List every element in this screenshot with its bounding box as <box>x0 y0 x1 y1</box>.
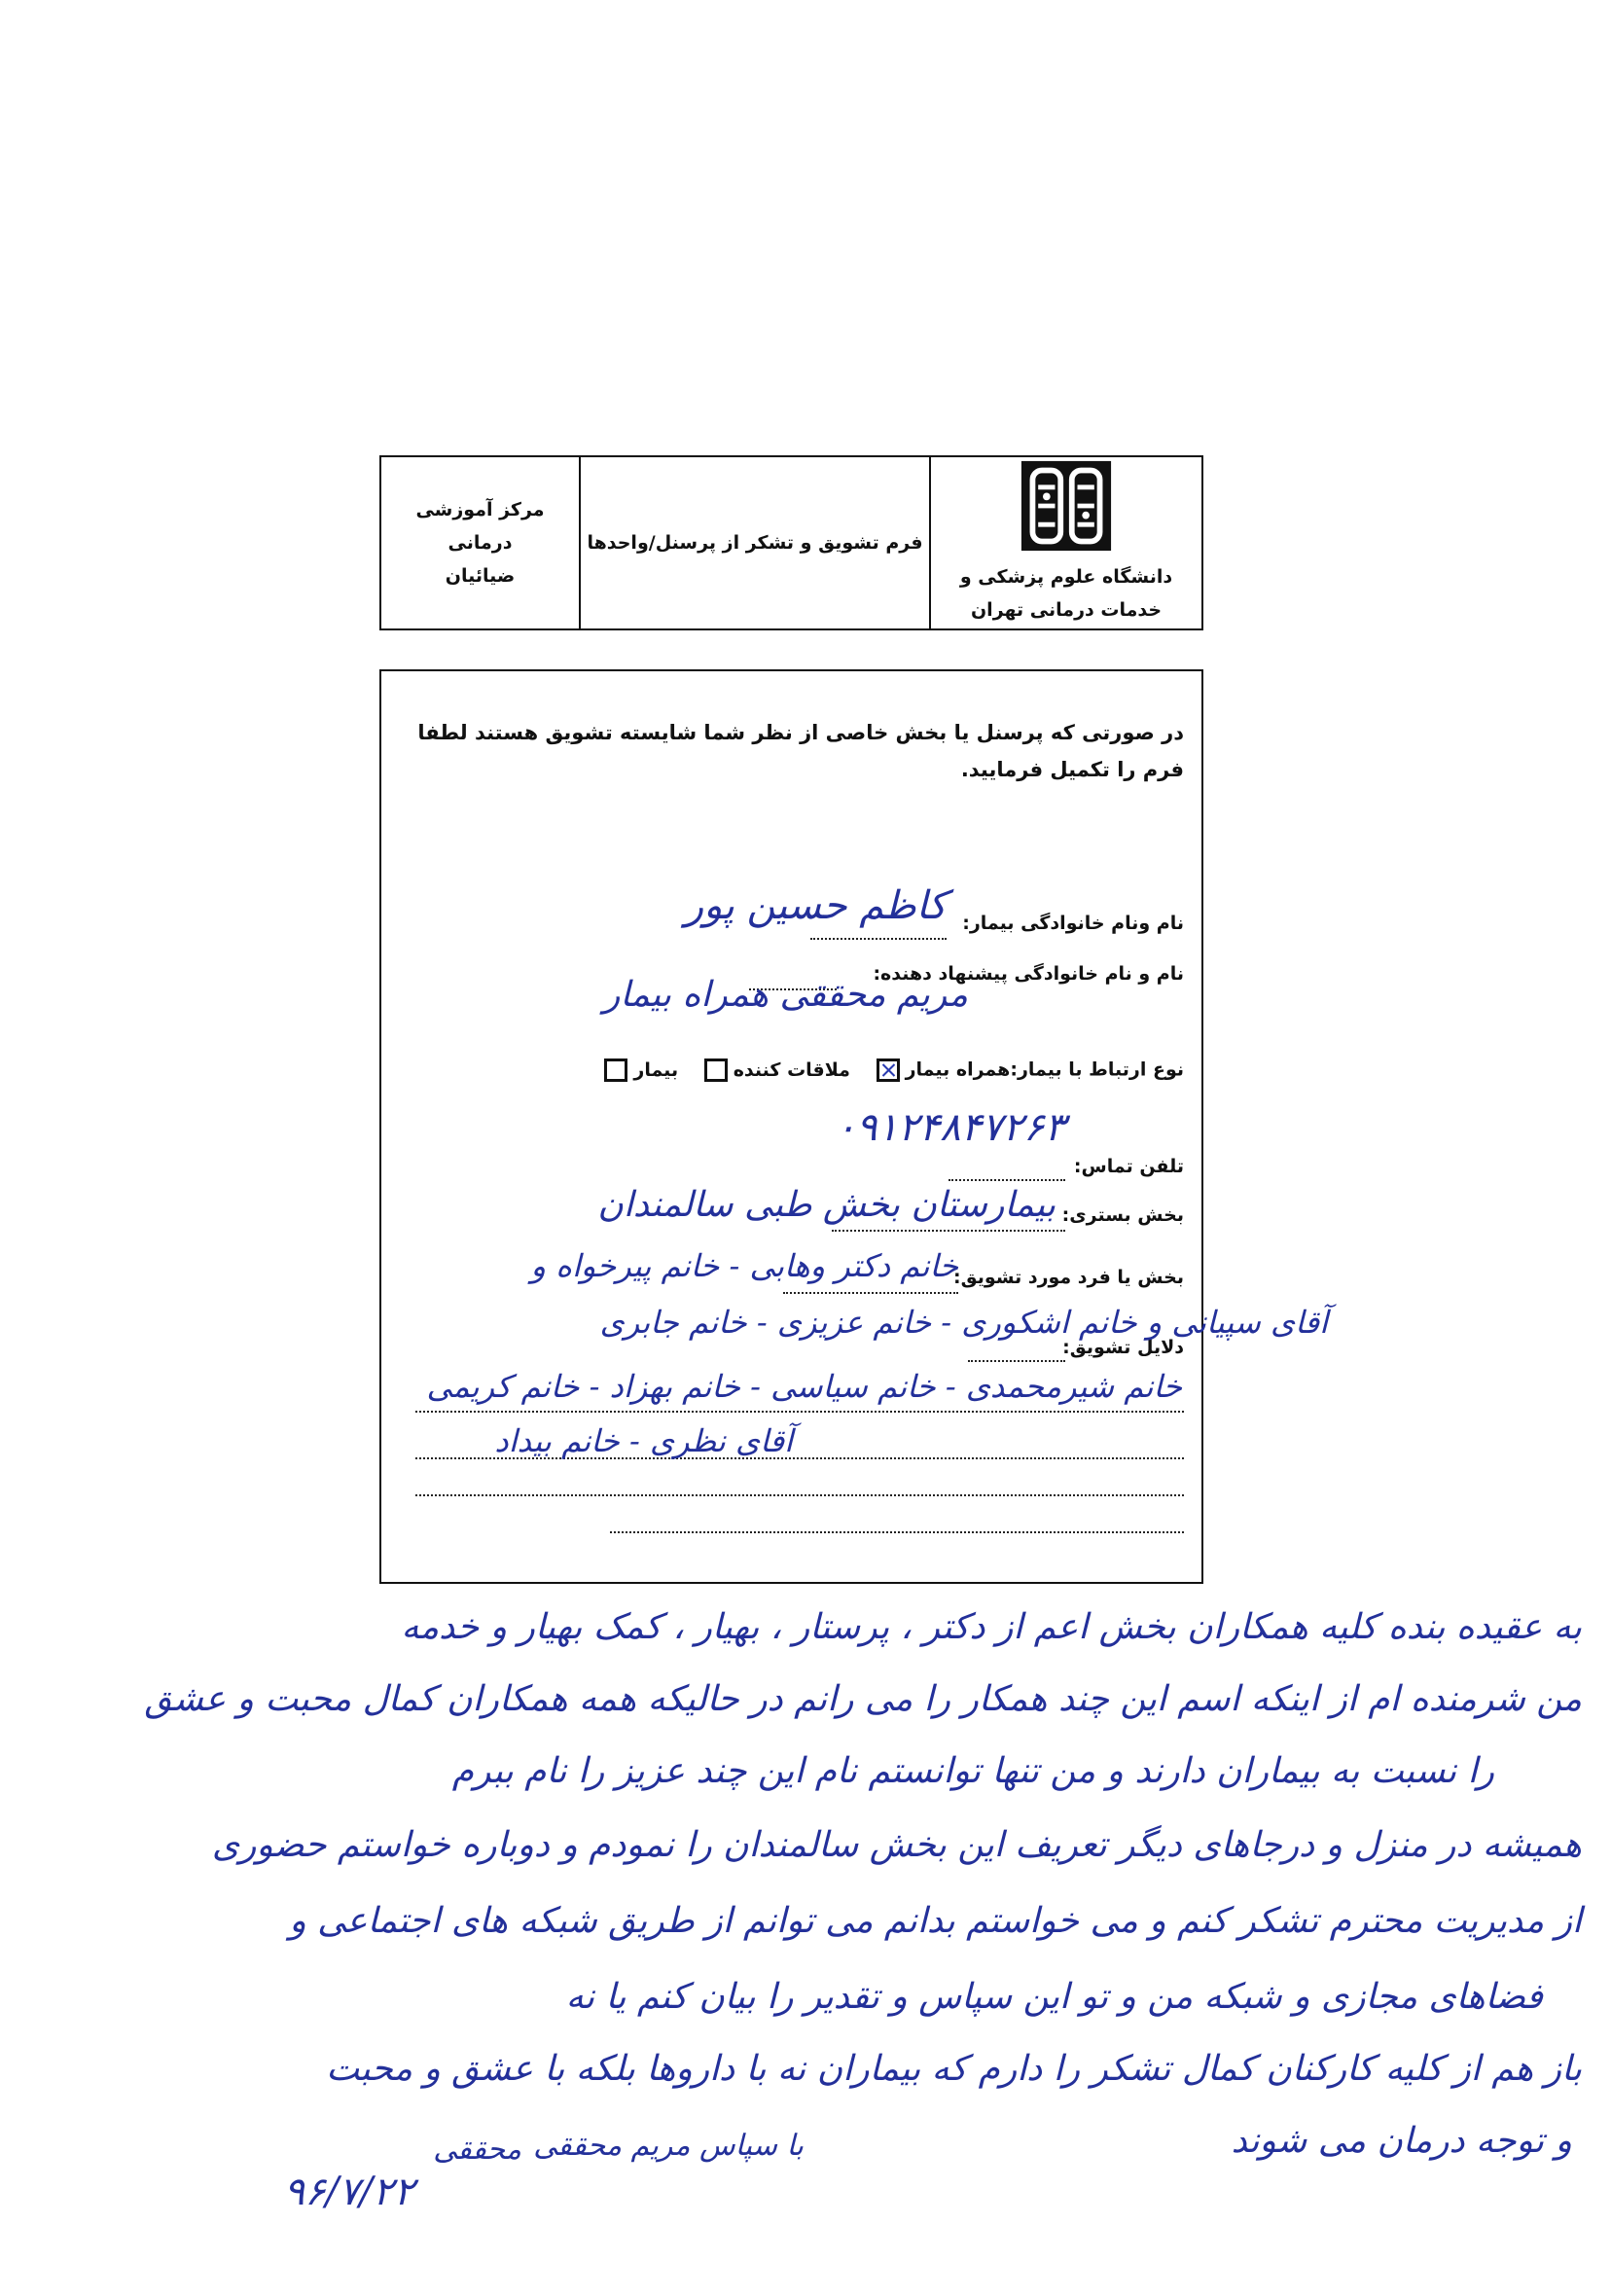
center-name-cell <box>381 457 581 628</box>
note-signoff: با سپاس مریم محققی <box>533 2129 804 2163</box>
center-name-line2: ضیائیان <box>445 565 516 587</box>
ward-value: بیمارستان بخش طبی سالمندان <box>597 1185 1056 1225</box>
reasons-dots-5 <box>610 1531 1184 1533</box>
companion-checkbox[interactable] <box>877 1058 900 1082</box>
note-line: را نسبت به بیماران دارند و من تنها توانستم نام این چند عزیز را نام ببرم <box>451 1751 1494 1791</box>
form-title-cell <box>581 457 931 628</box>
reasons-dots-4 <box>415 1494 1184 1496</box>
reasons-dots-1 <box>968 1360 1065 1362</box>
reasons-dots-2 <box>415 1411 1184 1413</box>
relation-option-companion: همراه بیمار <box>905 1058 1011 1081</box>
university-logo-icon <box>1020 459 1113 553</box>
note-line: به عقیده بنده کلیه همکاران بخش اعم از دکتر ، پرستار ، بهیار ، کمک بهیار و خدمه <box>401 1607 1582 1647</box>
reasons-line: آقای نظری - خانم بیداد <box>494 1422 793 1459</box>
reasons-line: آقای سپیانی و خانم اشکوری - خانم عزیزی - خانم جابری <box>599 1304 1328 1341</box>
relation-option-patient: بیمار <box>633 1058 679 1081</box>
note-line: از مدیریت محترم تشکر کنم و می خواستم بدانم می توانم از طریق شبکه های اجتماعی و <box>289 1901 1582 1941</box>
ward-dots <box>832 1230 1065 1232</box>
patient-name-label: نام ونام خانوادگی بیمار: <box>962 913 1184 934</box>
patient-name-value: کاظم حسین پور <box>684 883 947 928</box>
phone-dots <box>949 1179 1065 1181</box>
ward-label: بخش بستری: <box>1061 1204 1184 1226</box>
relation-option-visitor: ملاقات کننده <box>733 1058 850 1081</box>
handwritten-note <box>103 1596 1582 2277</box>
visitor-checkbox[interactable] <box>704 1058 728 1082</box>
reasons-line: خانم شیرمحمدی - خانم سیاسی - خانم بهزاد - خانم کریمی <box>426 1368 1182 1405</box>
phone-value: ۰۹۱۲۴۸۴۷۲۶۳ <box>835 1105 1065 1150</box>
form-title: فرم تشویق و تشکر از پرسنل/واحدها <box>587 532 923 554</box>
university-cell <box>931 457 1201 628</box>
relation-row <box>598 1058 1184 1082</box>
university-line1: دانشگاه علوم پزشکی و <box>959 566 1173 588</box>
note-date: ۹۶/۷/۲۲ <box>283 2170 414 2214</box>
patient-checkbox[interactable] <box>604 1058 627 1082</box>
note-line: فضاهای مجازی و شبکه من و تو این سپاس و تقدیر را بیان کنم یا نه <box>565 1977 1543 2017</box>
form-header <box>379 455 1203 630</box>
form-intro: در صورتی که پرسنل یا بخش خاصی از نظر شما شایسته تشویق هستند لطفا فرم را تکمیل فرمایید. <box>417 721 1184 781</box>
patient-name-dots <box>810 938 947 940</box>
proposer-value: مریم محققی همراه بیمار <box>603 975 968 1015</box>
form-box <box>379 669 1328 1584</box>
person-value: خانم دکتر وهابی - خانم پیرخواه و <box>530 1247 958 1284</box>
note-line: باز هم از کلیه کارکنان کمال تشکر را دارم که بیماران نه با داروها بلکه با عشق و محبت <box>326 2049 1582 2089</box>
center-name-line1: مرکز آموزشی درمانی <box>415 499 545 554</box>
relation-label: نوع ارتباط با بیمار: <box>1010 1058 1184 1081</box>
person-dots <box>783 1292 958 1294</box>
note-line: همیشه در منزل و درجاهای دیگر تعریف این بخش سالمندان را نمودم و دوباره خواستم حضوری <box>211 1825 1582 1865</box>
phone-label: تلفن تماس: <box>1073 1156 1184 1177</box>
reasons-label: دلایل تشویق: <box>1062 1337 1184 1358</box>
proposer-label: نام و نام خانوادگی پیشنهاد دهنده: <box>873 963 1184 985</box>
note-line: من شرمنده ام از اینکه اسم این چند همکار را می رانم در حالیکه همه همکاران کمال محبت و عشق <box>144 1679 1582 1719</box>
note-line: و توجه درمان می شوند <box>1231 2121 1572 2161</box>
note-signature: محققی <box>433 2133 521 2167</box>
university-line2: خدمات درمانی تهران <box>970 599 1163 621</box>
person-label: بخش یا فرد مورد تشویق: <box>952 1267 1184 1288</box>
